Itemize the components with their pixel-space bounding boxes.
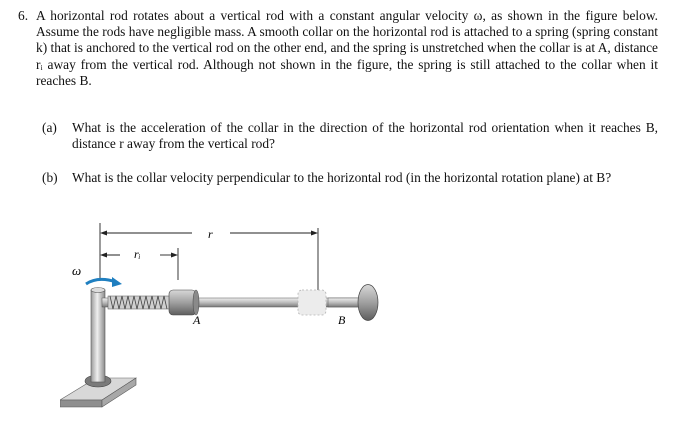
part-b — [42, 170, 658, 186]
problem-number: 6. — [18, 8, 29, 23]
rod-collar-figure — [60, 218, 400, 423]
spring — [108, 296, 170, 309]
point-b-label: B — [338, 313, 346, 327]
rotation-arrowhead-icon — [112, 277, 122, 287]
part-a — [42, 120, 658, 152]
ri-arrow-left-icon — [100, 253, 107, 258]
part-a-label: (a) — [42, 120, 57, 135]
end-stop-knob — [358, 285, 378, 321]
ri-arrow-right-icon — [171, 253, 178, 258]
vertical-rod-top — [91, 288, 105, 293]
part-b-label: (b) — [42, 170, 58, 185]
rotation-arrow-icon — [86, 279, 116, 284]
part-b-text: What is the collar velocity perpendicular to the horizontal rod (in the horizontal rotation plane) at B? — [72, 170, 612, 185]
collar-at-b — [298, 290, 326, 315]
figure-svg — [60, 218, 400, 418]
r-label: r — [208, 227, 213, 241]
collar-a-face — [193, 290, 199, 315]
part-a-text: What is the acceleration of the collar in the direction of the horizontal rod orientation when it reaches B, distance r away from the vertical rod? — [72, 120, 658, 152]
problem-text: A horizontal rod rotates about a vertical rod with a constant angular velocity ω, as shown in the figure below. Assume the rods have negligible mass. A smooth collar on the horizontal rod is attached to a spring (spring constant k) that is anchored to the vertical rod on the other end, and the spring is unstretched when the collar is at A, distance rᵢ away from the vertical rod. Although not shown in the figure, the spring is still attached to the collar when it reaches B. — [36, 8, 658, 88]
r-arrow-right-icon — [311, 231, 318, 236]
r-arrow-left-icon — [100, 231, 107, 236]
collar-at-a — [169, 290, 196, 315]
problem-6 — [18, 8, 658, 89]
point-a-label: A — [193, 313, 201, 327]
ri-label: rᵢ — [134, 247, 141, 261]
omega-label: ω — [72, 263, 82, 278]
